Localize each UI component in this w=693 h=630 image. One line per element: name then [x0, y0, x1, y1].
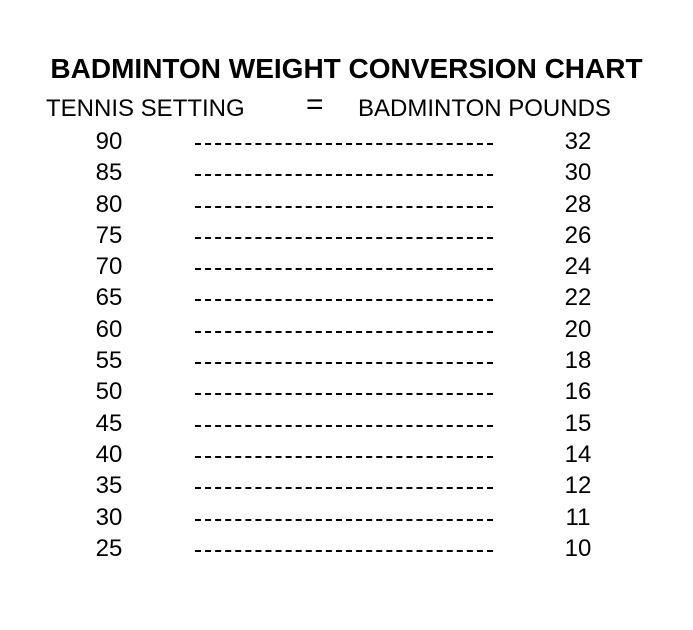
table-row: [0, 314, 693, 345]
table-row: [0, 282, 693, 313]
tennis-value: 65: [95, 284, 123, 312]
badminton-value: 28: [564, 190, 592, 218]
table-row: [0, 439, 693, 470]
dashed-separator: [195, 268, 493, 270]
table-row: [0, 533, 693, 564]
tennis-value: 70: [95, 253, 123, 281]
table-row: [0, 251, 693, 282]
dashed-separator: [195, 174, 493, 176]
dashed-separator: [195, 143, 493, 145]
dashed-separator: [195, 237, 493, 239]
dashed-separator: [195, 425, 493, 427]
badminton-value: 15: [564, 409, 592, 437]
tennis-value: 45: [95, 409, 123, 437]
tennis-value: 40: [95, 440, 123, 468]
dashed-separator: [195, 456, 493, 458]
tennis-value: 60: [95, 315, 123, 343]
table-row: [0, 220, 693, 251]
table-row: [0, 345, 693, 376]
badminton-pounds-header: BADMINTON POUNDS: [358, 95, 611, 122]
table-row: [0, 157, 693, 188]
dashed-separator: [195, 206, 493, 208]
dashed-separator: [195, 299, 493, 301]
chart-title: BADMINTON WEIGHT CONVERSION CHART: [50, 53, 643, 84]
dashed-separator: [195, 519, 493, 521]
dashed-separator: [195, 487, 493, 489]
badminton-value: 26: [564, 221, 592, 249]
conversion-table: [0, 126, 693, 564]
tennis-value: 90: [95, 128, 123, 155]
tennis-value: 55: [95, 347, 123, 375]
badminton-value: 24: [564, 253, 592, 281]
badminton-value: 18: [564, 347, 592, 375]
table-row: [0, 408, 693, 439]
badminton-value: 30: [564, 159, 592, 187]
dashed-separator: [195, 550, 493, 552]
tennis-value: 25: [95, 534, 123, 562]
tennis-value: 50: [95, 378, 123, 406]
badminton-value: 12: [564, 472, 592, 500]
table-row: [0, 502, 693, 533]
badminton-value: 20: [564, 315, 592, 343]
tennis-value: 75: [95, 221, 123, 249]
badminton-value: 22: [564, 284, 592, 312]
table-row: [0, 376, 693, 407]
equals-sign: =: [306, 88, 324, 121]
tennis-value: 35: [95, 472, 123, 500]
dashed-separator: [195, 362, 493, 364]
table-row: [0, 189, 693, 220]
tennis-setting-header: TENNIS SETTING: [46, 95, 245, 122]
tennis-value: 30: [95, 503, 123, 531]
badminton-value: 32: [564, 128, 592, 155]
dashed-separator: [195, 393, 493, 395]
badminton-value: 10: [564, 534, 592, 562]
badminton-value: 14: [564, 440, 592, 468]
tennis-value: 85: [95, 159, 123, 187]
dashed-separator: [195, 331, 493, 333]
tennis-value: 80: [95, 190, 123, 218]
table-row: [0, 126, 693, 157]
badminton-value: 11: [565, 503, 591, 531]
badminton-value: 16: [564, 378, 592, 406]
table-row: [0, 470, 693, 501]
